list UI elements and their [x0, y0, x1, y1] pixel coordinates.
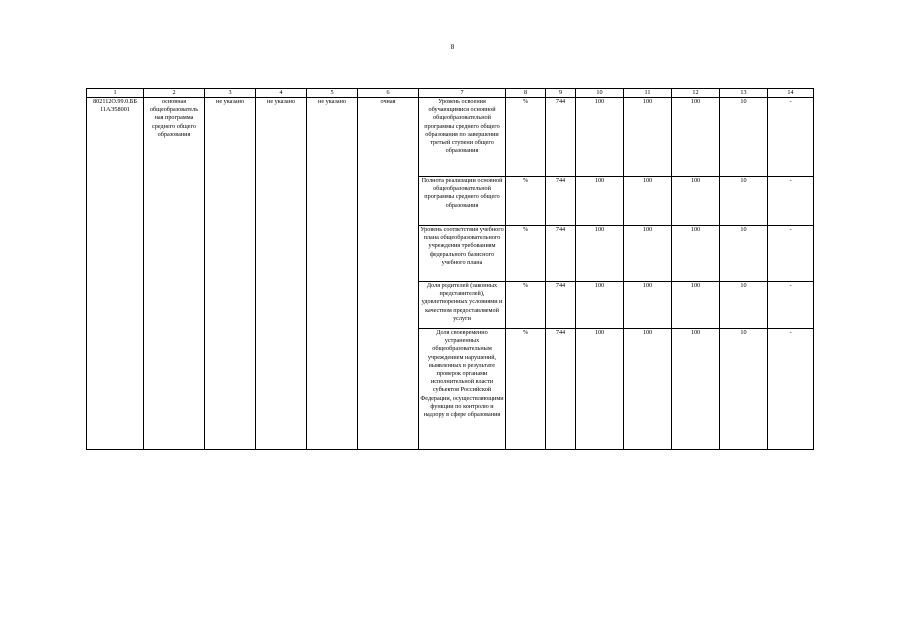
indicator-name: Доля своевременно устраненных общеобразовательным учреждением нарушений, выявленных в результате проверок органами исполнительной власти субъектов Российской Федерации, осуществляющими функции по контролю и надзору в сфере образования: [419, 329, 506, 450]
indicator-value-11: 100: [624, 282, 672, 329]
indicator-value-13: 10: [720, 282, 768, 329]
indicator-unit: %: [506, 98, 546, 177]
page-number: 8: [450, 43, 455, 51]
indicator-value-12: 100: [672, 226, 720, 282]
indicator-value-11: 100: [624, 177, 672, 226]
indicator-name: Уровень соответствия учебного плана общеобразовательного учреждения требованиям федерального базисного учебного плана: [419, 226, 506, 282]
indicator-unit: %: [506, 329, 546, 450]
indicator-unit: %: [506, 226, 546, 282]
indicator-value-14: -: [768, 98, 814, 177]
col3-value: не указано: [205, 98, 256, 450]
indicator-name: Уровень освоения обучающимися основной общеобразовательной программы среднего общего образования по завершении третьей ступени общего образования: [419, 98, 506, 177]
col5-value: не указано: [307, 98, 358, 450]
indicator-value-12: 100: [672, 177, 720, 226]
indicator-value-14: -: [768, 282, 814, 329]
indicator-value-12: 100: [672, 329, 720, 450]
col-header: 14: [768, 89, 814, 98]
col-header: 6: [358, 89, 419, 98]
indicator-value-11: 100: [624, 329, 672, 450]
indicator-value-10: 100: [576, 329, 624, 450]
indicator-okei: 744: [546, 98, 576, 177]
indicator-value-10: 100: [576, 98, 624, 177]
indicator-name: Доля родителей (законных представителей), удовлетворенных условиями и качеством предоставляемой услуги: [419, 282, 506, 329]
col4-value: не указано: [256, 98, 307, 450]
indicator-value-10: 100: [576, 226, 624, 282]
indicator-okei: 744: [546, 282, 576, 329]
education-form: очная: [358, 98, 419, 450]
indicator-value-13: 10: [720, 177, 768, 226]
indicator-okei: 744: [546, 177, 576, 226]
indicator-value-14: -: [768, 177, 814, 226]
col-header: 12: [672, 89, 720, 98]
indicator-name: Полнота реализации основной общеобразовательной программы среднего общего образования: [419, 177, 506, 226]
indicator-value-13: 10: [720, 226, 768, 282]
col-header: 7: [419, 89, 506, 98]
col-header: 2: [144, 89, 205, 98]
indicator-value-12: 100: [672, 282, 720, 329]
col-header: 8: [506, 89, 546, 98]
col-header: 4: [256, 89, 307, 98]
col-header: 1: [87, 89, 144, 98]
indicator-value-13: 10: [720, 329, 768, 450]
indicator-unit: %: [506, 177, 546, 226]
indicator-unit: %: [506, 282, 546, 329]
indicator-value-14: -: [768, 329, 814, 450]
header-row: [87, 89, 814, 98]
col-header: 3: [205, 89, 256, 98]
table-row: [87, 98, 814, 177]
program-name: основная общеобразователь ная программа среднего общего образования: [144, 98, 205, 450]
col-header: 13: [720, 89, 768, 98]
indicator-okei: 744: [546, 226, 576, 282]
indicator-value-11: 100: [624, 226, 672, 282]
indicator-okei: 744: [546, 329, 576, 450]
indicator-value-13: 10: [720, 98, 768, 177]
service-code: 802112О.99.0.ББ 11АЭ58001: [87, 98, 144, 450]
col-header: 10: [576, 89, 624, 98]
col-header: 11: [624, 89, 672, 98]
indicator-value-12: 100: [672, 98, 720, 177]
indicator-value-14: -: [768, 226, 814, 282]
indicator-value-11: 100: [624, 98, 672, 177]
indicator-value-10: 100: [576, 282, 624, 329]
col-header: 9: [546, 89, 576, 98]
indicators-table: [86, 88, 814, 450]
indicator-value-10: 100: [576, 177, 624, 226]
col-header: 5: [307, 89, 358, 98]
